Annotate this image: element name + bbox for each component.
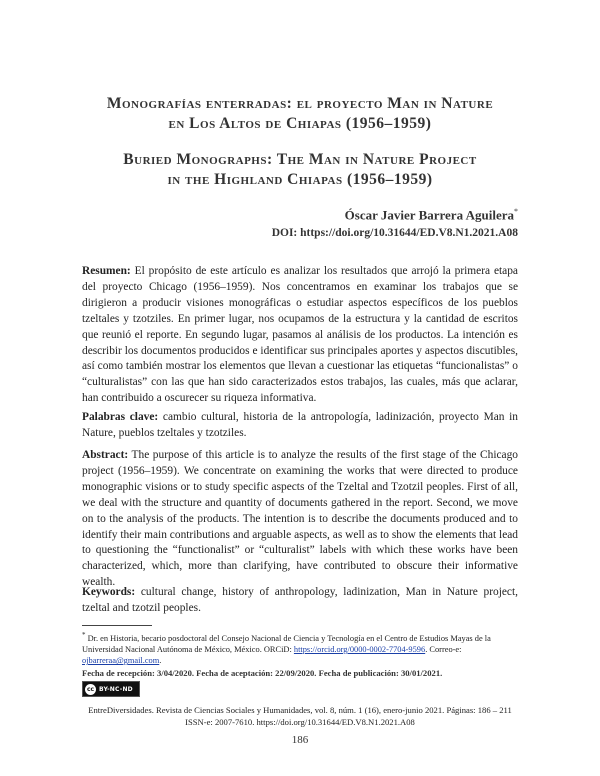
author-footnote-mark: * [514,207,518,216]
orcid-link[interactable]: https://orcid.org/0000-0002-7704-9596 [293,645,426,654]
palabras-clave-paragraph [82,410,518,442]
keywords-paragraph [82,585,518,617]
footnote-mark: * [82,631,86,639]
keywords-label: Keywords: [82,586,136,598]
email-label: . Correo-e: [425,645,462,654]
palabras-clave-text: cambio cultural, historia de la antropología, ladinización, proyecto Man in Nature, pueblos tzeltales y tzotziles. [82,411,518,439]
cc-license-label: BY-NC-ND [99,685,133,693]
resumen-label: Resumen: [82,265,131,277]
footnote-text: Dr. en Historia, becario posdoctoral del Consejo Nacional de Ciencia y Tecnología en el Centro de Estudios Mayas de la Universidad Nacional Autónoma de México, México. ORCiD: [82,633,491,654]
cc-icon: cc [86,685,95,693]
journal-citation-line-2: ISSN-e: 2007-7610. https://doi.org/10.31644/ED.V8.N1.2021.A08 [185,716,415,727]
resumen-text: El propósito de este artículo es analizar los resultados que arrojó la primera etapa del proyecto Chicago (1956–1959). Nos concentramos en examinar los trabajos que se dirigieron a producir visiones monográficas o estudiar aspectos específicos de los pueblos tzeltales y tzotziles. En primer lugar, nos ocupamos de la estructura y la cantidad de escritos que reunió el reporte. En segundo lugar, pasamos al análisis de los productos. La intención es describir los documentos producidos e identificar sus principales aportes y aspectos discutibles, así como también mostrar los elementos que llevan a cuestionar las etiquetas “funcionalistas” o “culturalistas” con las que han sido caracterizados estos trabajos, las cuales, más que aclarar, han contribuido a oscurecer su riqueza informativa. [82,265,518,405]
title-spanish-line-1: Monografías enterradas: el proyecto Man in Nature [106,95,494,112]
keywords-text: cultural change, history of anthropology, ladinization, Man in Nature project, tzeltal and tzotzil peoples. [82,586,518,614]
palabras-clave-label: Palabras clave: [82,411,159,423]
footnote-end: . [159,656,162,666]
cc-license-badge[interactable] [82,681,140,697]
doi-line: DOI: https://doi.org/10.31644/ED.V8.N1.2021.A08 [271,227,518,239]
publication-dates: Fecha de recepción: 3/04/2020. Fecha de aceptación: 22/09/2020. Fecha de publicación: 30/01/2021. [82,668,443,678]
title-english-line-2: in the Highland Chiapas (1956–1959) [167,171,433,188]
title-spanish [80,94,520,134]
journal-citation [82,705,518,728]
email-link[interactable]: ojbarreraa@gmail.com [82,656,160,666]
title-spanish-line-2: en Los Altos de Chiapas (1956–1959) [168,115,432,132]
title-english-line-1: Buried Monographs: The Man in Nature Project [123,151,477,168]
title-english [80,150,520,190]
journal-citation-line-1: EntreDiversidades. Revista de Ciencias Sociales y Humanidades, vol. 8, núm. 1 (16), enero-junio 2021. Páginas: 186 – 211 [88,705,512,715]
page-number: 186 [291,734,309,746]
resumen-paragraph [82,264,518,407]
abstract-text: The purpose of this article is to analyze the results of the first stage of the Chicago project (1956–1959). We concentrate on examining the works that were directed to produce monographic visions or to study specific aspects of the Tzeltal and Tzotzil peoples. First of all, we deal with the structure and quantity of documents gathered in the report. Second, we move on to the analysis of the products. The intention is to describe the documents produced and to identify their main contributions and arguable aspects, as well as to show the elements that lead to questioning the “functionalist” or “culturalist” labels with which these works have been characterized, which, more than clarifying, have contributed to obscure their informative wealth. [82,449,518,589]
author-name [345,207,518,223]
abstract-paragraph [82,448,518,591]
author-footnote [82,630,518,666]
author-name-text: Óscar Javier Barrera Aguilera [344,207,514,223]
abstract-label: Abstract: [82,449,129,461]
footnote-divider [82,625,152,626]
